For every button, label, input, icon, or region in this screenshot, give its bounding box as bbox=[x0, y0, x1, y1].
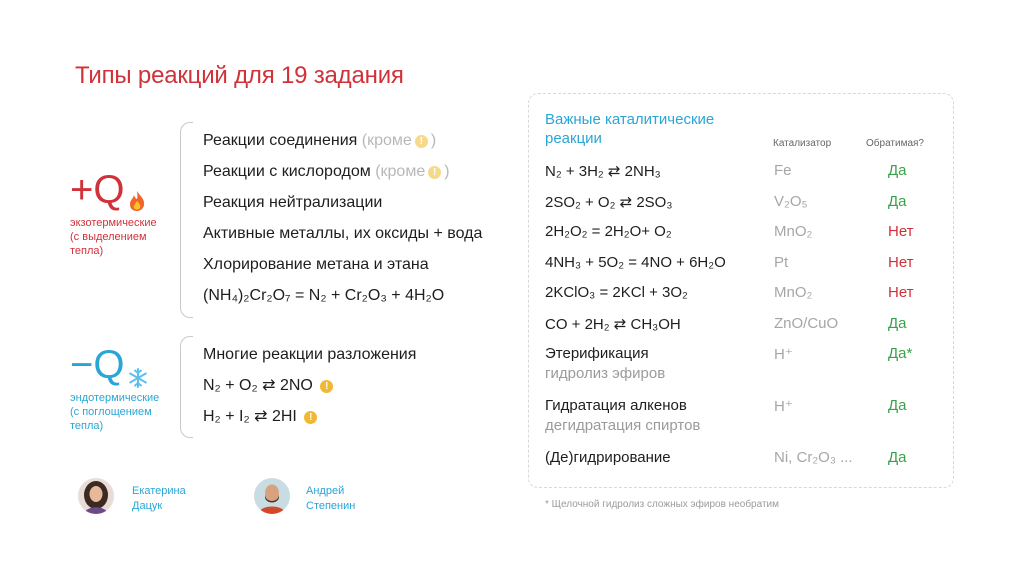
table-row: Этерификация гидролиз эфиров H⁺ Да* bbox=[545, 345, 913, 382]
table-row: Гидратация алкенов дегидратация спиртов H⁺ Да bbox=[545, 397, 907, 434]
endothermic-label bbox=[70, 345, 182, 433]
list-item: Реакции соединения (кроме ! ) bbox=[203, 132, 437, 149]
list-item: Хлорирование метана и этана bbox=[203, 256, 429, 273]
minus-q-symbol: −Q bbox=[70, 343, 125, 387]
author-name: Андрей Степенин bbox=[306, 485, 356, 512]
fire-icon bbox=[128, 179, 146, 201]
list-item: Многие реакции разложения bbox=[203, 346, 417, 363]
brace-exothermic bbox=[180, 122, 193, 318]
avatar bbox=[78, 478, 114, 514]
exo-desc-line: экзотермические bbox=[70, 217, 157, 229]
list-item: (NH₄)₂Cr₂O₇ = N₂ + Cr₂O₃ + 4H₂O bbox=[203, 287, 445, 304]
page-title: Типы реакций для 19 задания bbox=[75, 62, 404, 89]
exothermic-list bbox=[203, 125, 482, 311]
warning-icon: ! bbox=[304, 411, 317, 424]
endo-desc-line: (с поглощением bbox=[70, 406, 152, 418]
plus-q-symbol: +Q bbox=[70, 168, 125, 212]
endo-desc-line: эндотермические bbox=[70, 392, 160, 404]
snowflake-icon bbox=[128, 355, 148, 375]
list-item: Активные металлы, их оксиды + вода bbox=[203, 225, 483, 242]
exo-desc-line: (с выделением bbox=[70, 231, 147, 243]
exo-desc-line: тепла) bbox=[70, 245, 104, 257]
table-row: 2H₂O₂ = 2H₂O+ O₂ MnO₂ Нет bbox=[545, 223, 914, 240]
author-name: Екатерина Дацук bbox=[132, 485, 186, 512]
endo-desc-line: тепла) bbox=[70, 420, 104, 432]
brace-endothermic bbox=[180, 336, 193, 438]
table-row: 2KClO₃ = 2KCl + 3O₂ MnO₂ Нет bbox=[545, 284, 914, 301]
panel-title: Важные каталитические реакции bbox=[545, 111, 715, 147]
warning-icon: ! bbox=[428, 166, 441, 179]
column-header-reversible: Обратимая? bbox=[866, 138, 924, 149]
table-row: 2SO₂ + O₂ ⇄ 2SO₃ V₂O₅ Да bbox=[545, 192, 907, 211]
list-item: N₂ + O₂ ⇄ 2NO ! bbox=[203, 370, 416, 401]
list-item: H₂ + I₂ ⇄ 2HI ! bbox=[203, 401, 416, 432]
warning-icon: ! bbox=[415, 135, 428, 148]
list-item: Реакции с кислородом (кроме ! ) bbox=[203, 163, 450, 180]
table-row: CO + 2H₂ ⇄ CH₃OH ZnO/CuO Да bbox=[545, 314, 907, 333]
list-item: Реакция нейтрализации bbox=[203, 194, 383, 211]
warning-icon: ! bbox=[320, 380, 333, 393]
column-header-catalyst: Катализатор bbox=[773, 138, 832, 149]
avatar bbox=[254, 478, 290, 514]
exothermic-label bbox=[70, 170, 182, 258]
footnote: * Щелочной гидролиз сложных эфиров необратим bbox=[545, 499, 779, 510]
endothermic-list bbox=[203, 339, 416, 432]
table-row: 4NH₃ + 5O₂ = 4NO + 6H₂O Pt Нет bbox=[545, 253, 914, 271]
table-row: (Де)гидрирование Ni, Cr₂O₃ ... Да bbox=[545, 449, 907, 466]
table-row: N₂ + 3H₂ ⇄ 2NH₃ Fe Да bbox=[545, 162, 907, 180]
catalytic-table bbox=[545, 156, 945, 474]
